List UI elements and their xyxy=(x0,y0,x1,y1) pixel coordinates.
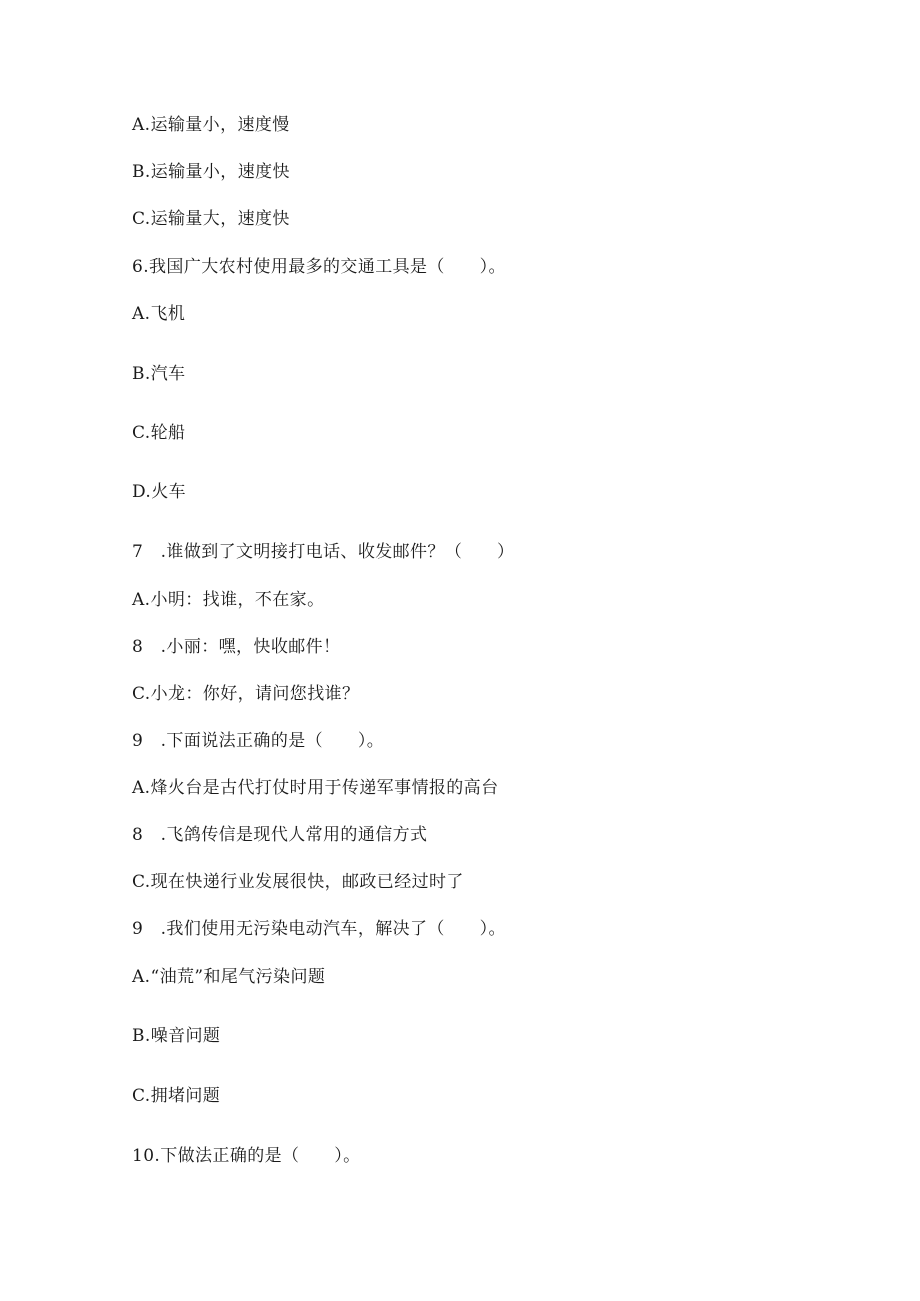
q9-option-b: 8 .飞鸽传信是现代人常用的通信方式 xyxy=(132,825,428,845)
q9b-option-a: A.“油荒”和尾气污染问题 xyxy=(132,967,326,987)
question-9b: 9 .我们使用无污染电动汽车，解决了（ ）。 xyxy=(132,919,506,939)
q9-option-c: C.现在快递行业发展很快，邮政已经过时了 xyxy=(132,872,464,892)
q6-option-d: D.火车 xyxy=(132,482,187,502)
q5-option-c: C.运输量大，速度快 xyxy=(132,209,290,229)
question-7: 7 .谁做到了文明接打电话、收发邮件？（ ） xyxy=(132,542,515,562)
q7-option-b: 8 .小丽：嘿，快收邮件！ xyxy=(132,637,341,657)
q5-option-b: B.运输量小，速度快 xyxy=(132,162,290,182)
question-10: 10.下做法正确的是（ ）。 xyxy=(132,1146,361,1166)
q6-option-b: B.汽车 xyxy=(132,364,186,384)
q6-option-c: C.轮船 xyxy=(132,423,186,443)
q5-option-a: A.运输量小，速度慢 xyxy=(132,115,290,135)
question-9: 9 .下面说法正确的是（ ）。 xyxy=(132,731,385,751)
q7-option-a: A.小明：找谁，不在家。 xyxy=(132,590,325,610)
question-6: 6.我国广大农村使用最多的交通工具是（ ）。 xyxy=(132,257,506,277)
q7-option-c: C.小龙：你好，请问您找谁？ xyxy=(132,684,360,704)
q9b-option-c: C.拥堵问题 xyxy=(132,1086,221,1106)
q6-option-a: A.飞机 xyxy=(132,304,186,324)
q9-option-a: A.烽火台是古代打仗时用于传递军事情报的高台 xyxy=(132,778,499,798)
q9b-option-b: B.噪音问题 xyxy=(132,1026,221,1046)
